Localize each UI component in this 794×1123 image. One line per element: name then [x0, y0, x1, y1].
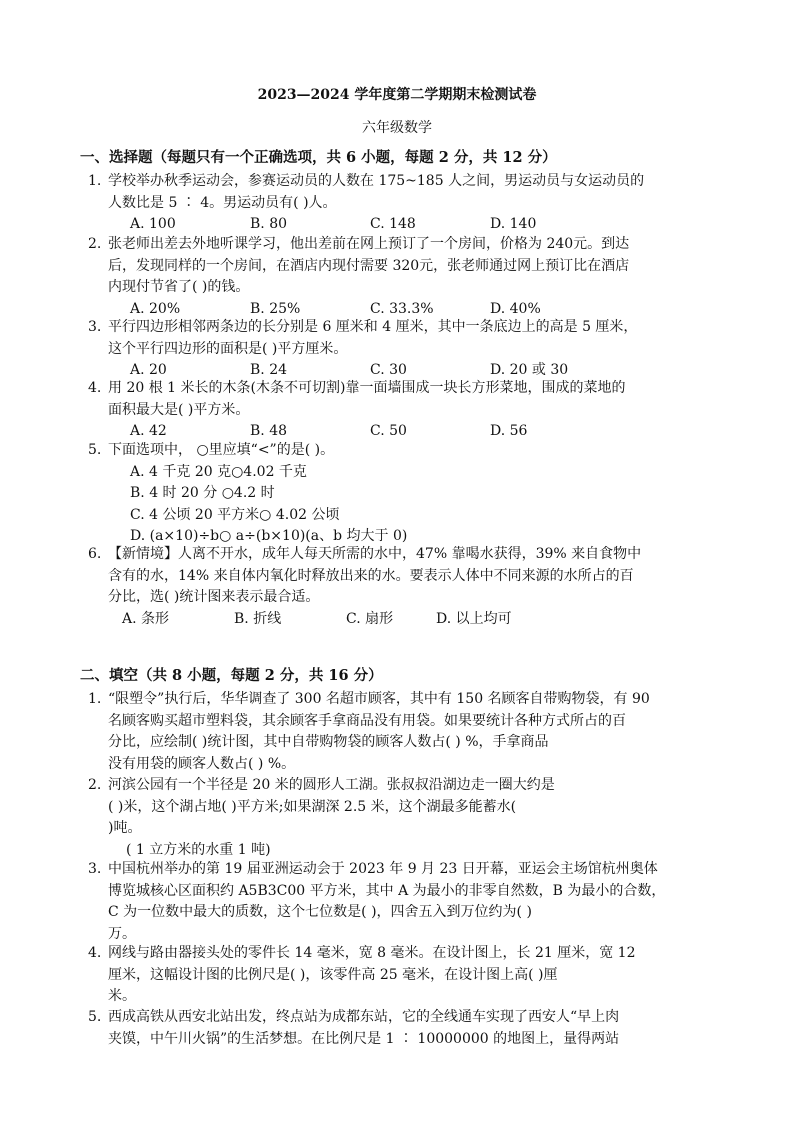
question-text-line: 中国杭州举办的第 19 届亚洲运动会于 2023 年 9 月 23 日开幕，亚运会主场馆杭州奥体	[108, 861, 658, 877]
section-heading-choice: 一、选择题（每题只有一个正确选项，共 6 小题，每题 2 分，共 12 分）	[80, 149, 557, 166]
question-text-line: 【新情境】人离不开水，成年人每天所需的水中，47% 靠喝水获得，39% 来自食物中	[108, 546, 642, 562]
question-text-line: 河滨公园有一个半径是 20 米的圆形人工湖。张叔叔沿湖边走一圈大约是	[108, 777, 555, 793]
fill-question-2	[88, 775, 728, 861]
question-text-line: 分比，选( )统计图来表示最合适。	[108, 589, 320, 605]
question-text-line: 下面选项中， ○里应填“<”的是( )。	[108, 442, 335, 458]
question-text-line: 分比，应绘制( )统计图，其中自带购物袋的顾客人数占( ) %，手拿商品	[108, 734, 549, 750]
question-number: 4.	[88, 380, 102, 396]
option-d[interactable]: D. 56	[490, 423, 528, 439]
question-text-line: ( )米，这个湖占地( )平方米;如果湖深 2.5 米，这个湖最多能蓄水(	[108, 798, 517, 815]
question-text-line: 学校举办秋季运动会，参赛运动员的人数在 175~185 人之间，男运动员与女运动员的	[108, 173, 645, 189]
question-number: 3.	[88, 319, 102, 335]
option-b[interactable]: B. 25%	[250, 300, 301, 317]
option-b[interactable]: B. 折线	[234, 610, 282, 627]
exam-subtitle: 六年级数学	[362, 120, 432, 136]
question-number: 5.	[88, 442, 102, 458]
option-c[interactable]: C. 33.3%	[370, 300, 434, 317]
question-text-line: 内现付节省了( )的钱。	[108, 279, 250, 295]
option-b[interactable]: B. 48	[250, 423, 288, 439]
choice-question-1	[88, 171, 728, 236]
option-d[interactable]: D. 40%	[490, 300, 541, 317]
option-c[interactable]: C. 30	[370, 362, 407, 378]
question-text-line: C 为一位数中最大的质数，这个七位数是( )，四舍五入到万位约为( )	[108, 904, 532, 920]
question-number: 6.	[88, 546, 102, 562]
question-note: ( 1 立方米的水重 1 吨)	[126, 841, 271, 858]
question-text-line: 这个平行四边形的面积是( )平方厘米。	[108, 340, 348, 357]
question-text-line: 后，发现同样的一个房间，在酒店内现付需要 320元，张老师通过网上预订比在酒店	[108, 257, 630, 274]
option-a[interactable]: A. 100	[130, 216, 176, 232]
option-a[interactable]: A. 条形	[122, 610, 170, 627]
option-b[interactable]: B. 4 时 20 分 ○4.2 时	[130, 485, 275, 501]
question-number: 5.	[88, 1009, 102, 1025]
fill-question-1	[88, 689, 728, 775]
question-text-line: 平行四边形相邻两条边的长分别是 6 厘米和 4 厘米，其中一条底边上的高是 5 厘米，	[108, 319, 638, 335]
question-number: 2.	[88, 777, 102, 793]
question-number: 3.	[88, 861, 102, 877]
question-text-line: 西成高铁从西安北站出发，终点站为成都东站，它的全线通车实现了西安人“早上肉	[108, 1009, 620, 1025]
option-a[interactable]: A. 20	[130, 362, 167, 378]
option-c[interactable]: C. 扇形	[346, 610, 394, 627]
option-d[interactable]: D. 以上均可	[436, 610, 512, 627]
question-number: 1.	[88, 691, 102, 707]
option-a[interactable]: A. 42	[130, 423, 167, 439]
question-text-line: 张老师出差去外地听课学习，他出差前在网上预订了一个房间，价格为 240元。到达	[108, 236, 630, 252]
option-a[interactable]: A. 4 千克 20 克○4.02 千克	[130, 463, 307, 480]
exam-title: 2023—2024 学年度第二学期期末检测试卷	[257, 87, 537, 103]
option-b[interactable]: B. 80	[250, 216, 288, 232]
question-text-line: )吨。	[108, 820, 142, 836]
question-text-line: 夹馍，中午川火锅”的生活梦想。在比例尺是 1 ∶ 10000000 的地图上，量得两站	[108, 1030, 620, 1047]
question-text-line: 厘米，这幅设计图的比例尺是( )，该零件高 25 毫米，在设计图上高( )厘	[108, 966, 558, 983]
question-text-line: 米。	[108, 988, 136, 1004]
question-number: 1.	[88, 173, 102, 189]
question-text-line: 人数比是 5 ∶ 4。男运动员有( )人。	[108, 194, 337, 211]
question-text-line: 含有的水，14% 来自体内氧化时释放出来的水。要表示人体中不同来源的水所占的百	[108, 567, 634, 584]
question-text-line: 用 20 根 1 米长的木条(木条不可切割)靠一面墙围成一块长方形菜地，围成的菜地的	[108, 380, 626, 396]
options-row	[108, 214, 728, 236]
options-row	[108, 609, 728, 631]
question-text-line: 博览城核心区面积约 A5B3C00 平方米，其中 A 为最小的非零自然数，B 为最小的合数，	[108, 882, 666, 899]
option-c[interactable]: C. 4 公顷 20 平方米○ 4.02 公顷	[130, 506, 340, 523]
option-d[interactable]: D. 20 或 30	[490, 362, 569, 378]
choice-question-4	[88, 378, 728, 443]
fill-question-3	[88, 859, 728, 945]
section-heading-fill: 二、填空（共 8 小题，每题 2 分，共 16 分）	[80, 667, 383, 684]
question-number: 2.	[88, 236, 102, 252]
option-a[interactable]: A. 20%	[130, 300, 181, 317]
question-text-line: 万。	[108, 925, 136, 942]
option-d[interactable]: D. 140	[490, 216, 537, 232]
fill-question-5	[88, 1007, 728, 1050]
question-text-line: “限塑令”执行后，华华调查了 300 名超市顾客，其中有 150 名顾客自带购物袋，有 90	[108, 691, 650, 707]
choice-question-6	[88, 544, 728, 630]
choice-question-3	[88, 317, 728, 382]
option-b[interactable]: B. 24	[250, 362, 288, 378]
option-d[interactable]: D. (a×10)÷b○ a÷(b×10)(a、b 均大于 0)	[130, 528, 408, 544]
question-text-line: 没有用袋的顾客人数占( ) %。	[108, 755, 296, 772]
question-text-line: 名顾客购买超市塑料袋，其余顾客手拿商品没有用袋。如果要统计各种方式所占的百	[108, 712, 626, 729]
fill-question-4	[88, 943, 728, 1008]
question-text-line: 网线与路由器接头处的零件长 14 毫米，宽 8 毫米。在设计图上，长 21 厘米，宽 12	[108, 945, 636, 961]
question-number: 4.	[88, 945, 102, 961]
choice-question-2	[88, 234, 728, 320]
question-text-line: 面积最大是( )平方米。	[108, 401, 250, 418]
choice-question-5	[88, 440, 728, 548]
option-c[interactable]: C. 148	[370, 216, 416, 232]
option-c[interactable]: C. 50	[370, 423, 407, 439]
